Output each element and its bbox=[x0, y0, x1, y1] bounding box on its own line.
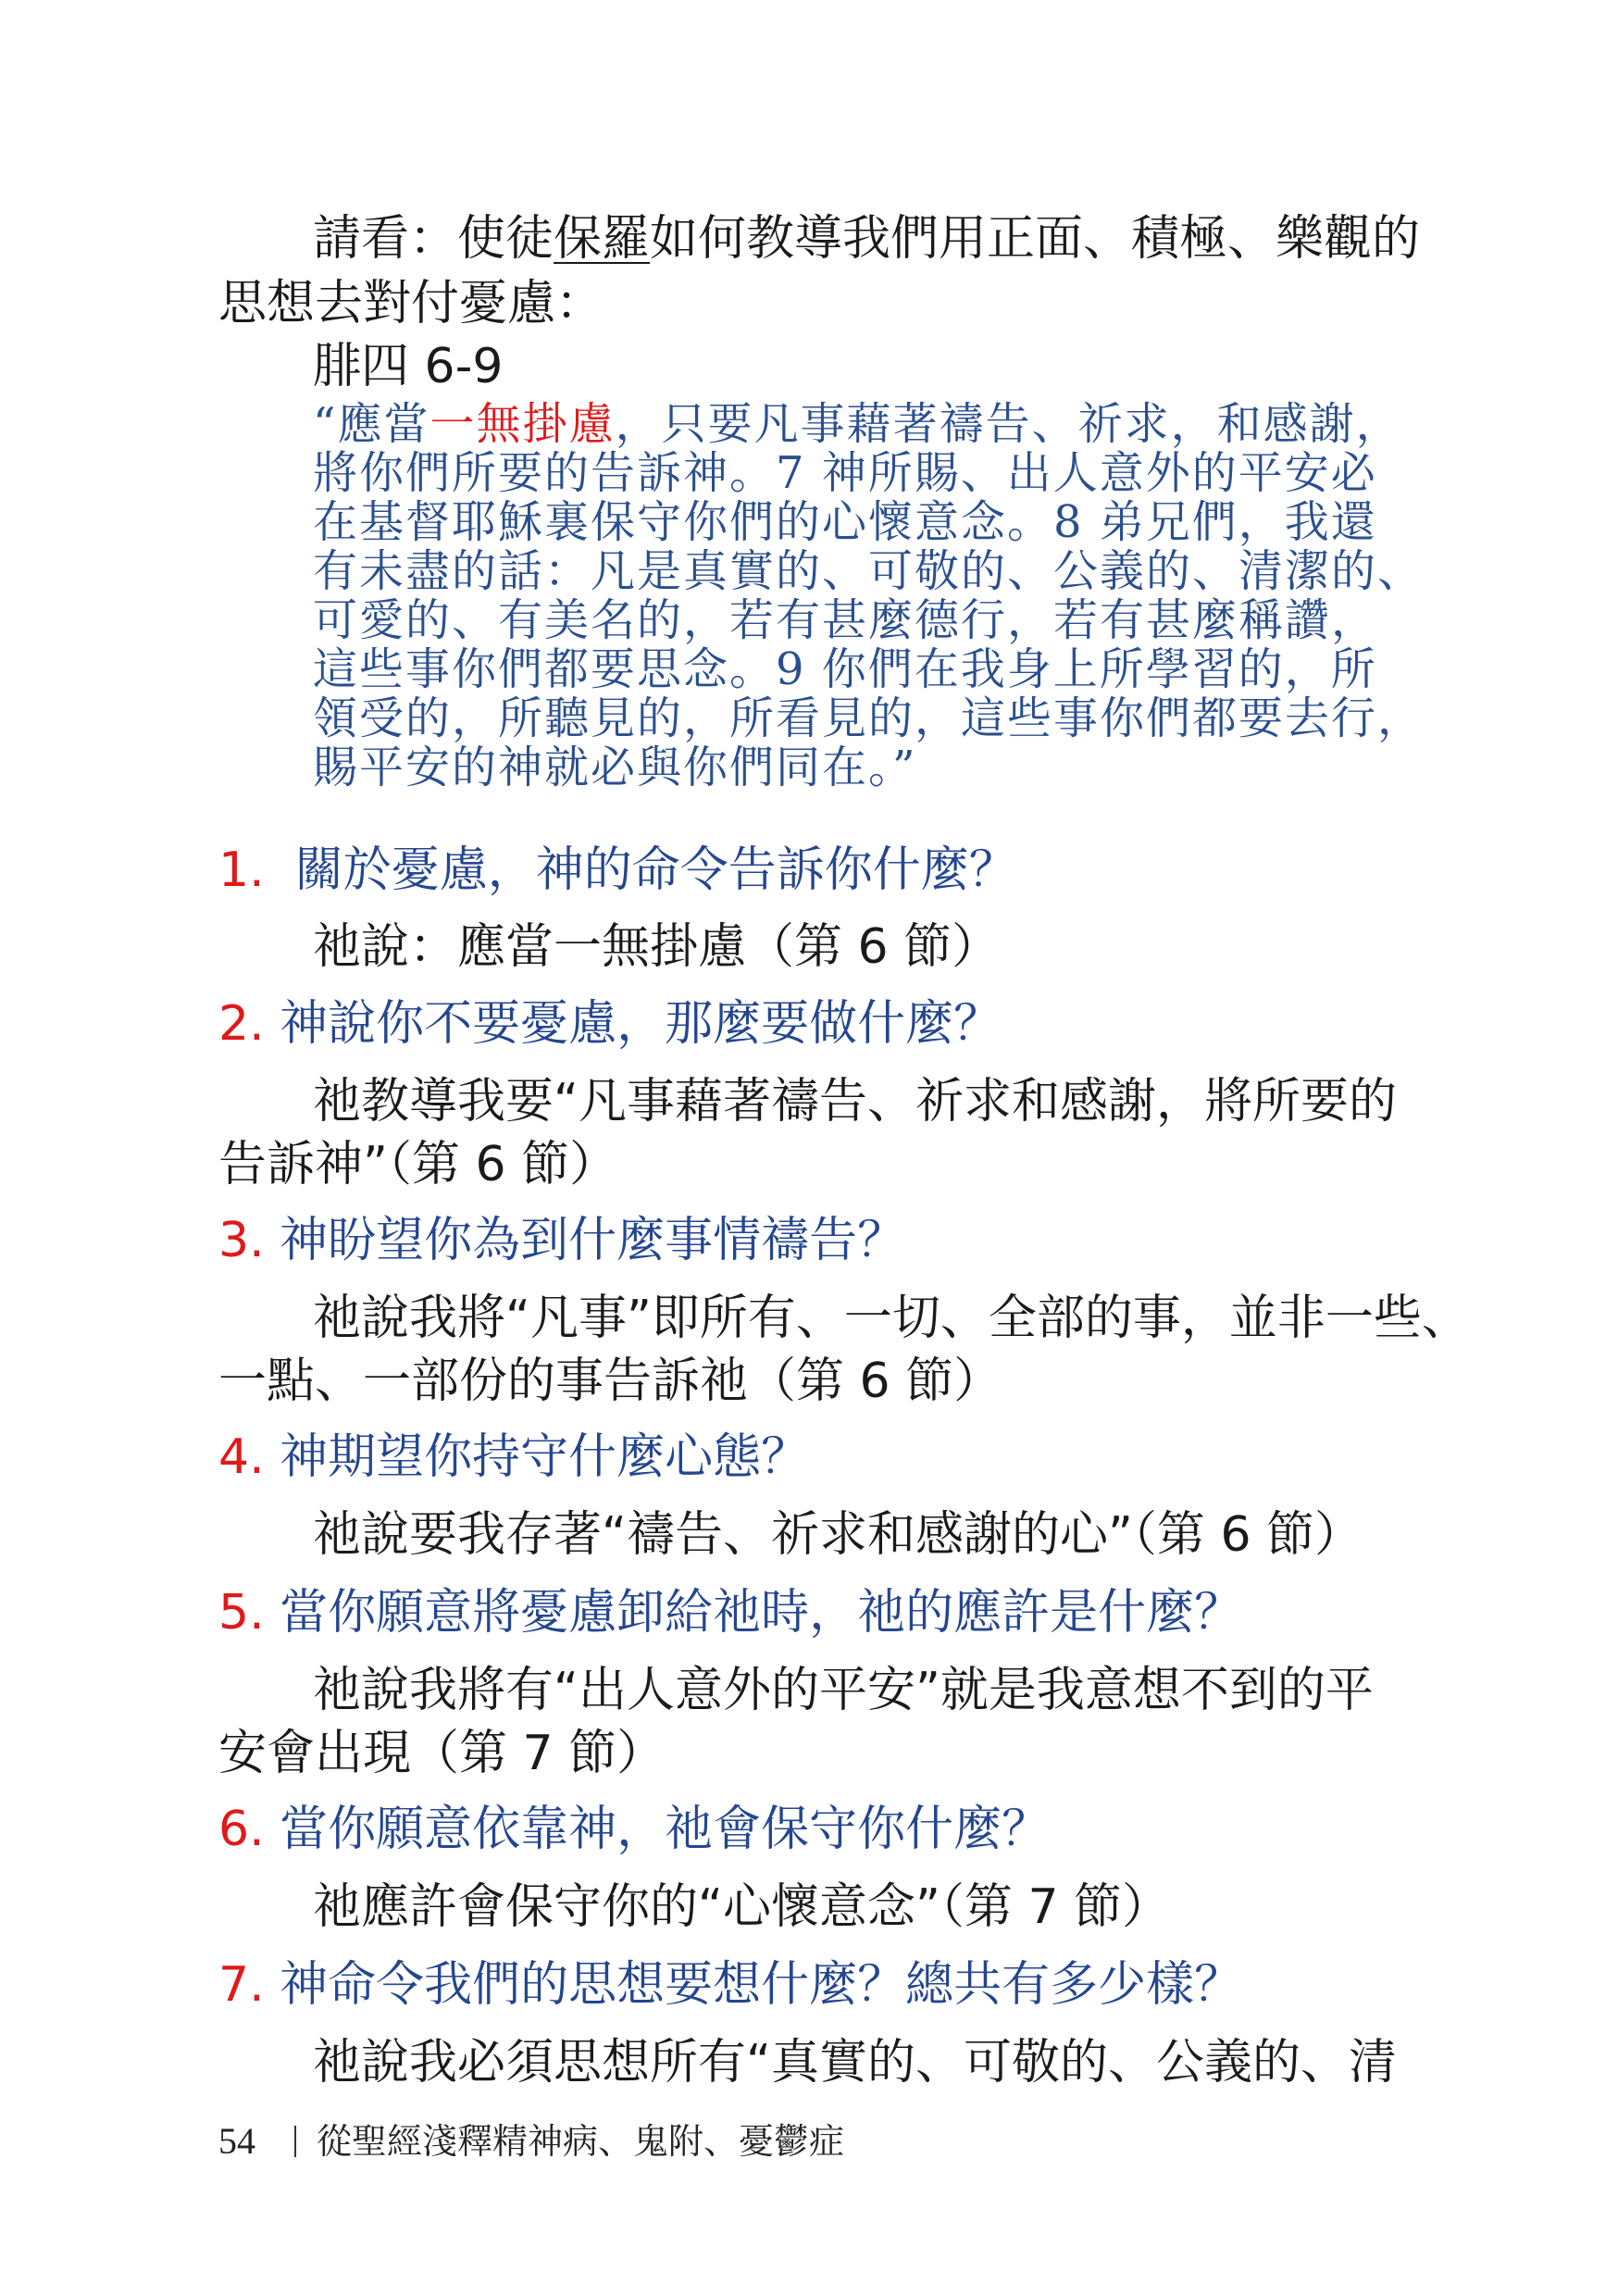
answer-text: 祂說我將“ bbox=[313, 1291, 530, 1346]
quote-line-7: 領受的，所聽見的，所看見的，這些事你們都要去行， bbox=[313, 693, 1425, 744]
answer-quote: 凡事藉著禱告、祈求和感謝，將所要的 bbox=[578, 1074, 1397, 1129]
question-text: 神說你不要憂慮，那麼要做什麼？ bbox=[280, 996, 1002, 1052]
question-5 bbox=[218, 1585, 1242, 1641]
answer-3-line-2: 一點、一部份的事告訴祂（第 6 節） bbox=[218, 1354, 1002, 1409]
footer-divider bbox=[294, 2126, 296, 2157]
question-number: 3. bbox=[218, 1213, 265, 1268]
page-number: 54 bbox=[218, 2120, 255, 2162]
question-text: 當你願意依靠神，祂會保守你什麼？ bbox=[280, 1802, 1051, 1857]
answer-2-line-1 bbox=[313, 1074, 1397, 1129]
scripture-reference: 腓四 6-9 bbox=[313, 339, 504, 394]
question-number: 1. bbox=[218, 842, 265, 898]
question-number: 5. bbox=[218, 1585, 265, 1641]
question-text: 關於憂慮，神的命令告訴你什麼？ bbox=[294, 842, 1017, 898]
question-1 bbox=[218, 842, 1017, 898]
quote-line-2: 將你們所要的告訴神。7 神所賜、出人意外的平安必 bbox=[313, 447, 1377, 499]
quote-line-8: 賜平安的神就必與你們同在。” bbox=[313, 742, 917, 793]
answer-3-line-1 bbox=[313, 1291, 1470, 1346]
answer-quote: 心懷意念 bbox=[722, 1879, 915, 1935]
answer-5-line-1 bbox=[313, 1663, 1374, 1718]
answer-text: 祂說我將有“ bbox=[313, 1663, 579, 1718]
question-2 bbox=[218, 996, 1002, 1052]
question-6 bbox=[218, 1802, 1050, 1857]
question-4 bbox=[218, 1429, 809, 1485]
intro-line-2: 思想去對付憂慮： bbox=[218, 276, 604, 331]
quote-text-cont: ，只要凡事藉著禱告、祈求，和感謝， bbox=[615, 398, 1402, 450]
answer-6 bbox=[313, 1879, 1170, 1935]
quote-text: “應當 bbox=[313, 398, 430, 450]
question-3 bbox=[218, 1213, 905, 1268]
question-number: 7. bbox=[218, 1957, 265, 2013]
page-footer bbox=[218, 2118, 844, 2165]
answer-2-line-2 bbox=[218, 1137, 617, 1192]
question-text: 神盼望你為到什麼事情禱告？ bbox=[280, 1213, 906, 1268]
question-number: 6. bbox=[218, 1802, 265, 1857]
intro-line-1 bbox=[313, 211, 1420, 267]
question-text: 神期望你持守什麼心態？ bbox=[280, 1429, 810, 1485]
quote-line-1 bbox=[313, 396, 1402, 452]
intro-text: 請看：使徒 bbox=[313, 211, 554, 267]
quote-line-5: 可愛的、有美名的，若有甚麼德行，若有甚麼稱讚， bbox=[313, 594, 1378, 646]
answer-quote: 凡事 bbox=[529, 1291, 627, 1346]
answer-text-cont: ”就是我意想不到的平 bbox=[915, 1663, 1374, 1718]
answer-ref: ”（第 6 節） bbox=[363, 1137, 618, 1192]
answer-text-cont: ”即所有、一切、全部的事，並非一些、 bbox=[626, 1291, 1470, 1346]
intro-text-cont: 如何教導我們用正面、積極、樂觀的 bbox=[650, 211, 1421, 267]
question-7 bbox=[218, 1957, 1242, 2013]
answer-5-line-2: 安會出現（第 7 節） bbox=[218, 1726, 666, 1781]
answer-ref: ”（第 7 節） bbox=[915, 1879, 1171, 1935]
answer-quote: 真實的、可敬的、公義的、清 bbox=[770, 2035, 1397, 2090]
answer-text: 祂說： bbox=[313, 919, 458, 975]
answer-ref: （第 6 節） bbox=[746, 919, 1001, 975]
highlight-no-worry: 一無掛慮 bbox=[429, 398, 616, 450]
question-number: 2. bbox=[218, 996, 265, 1052]
answer-text: 祂教導我要“ bbox=[313, 1074, 579, 1129]
answer-quote: 應當一無掛慮 bbox=[457, 919, 747, 975]
answer-quote: 出人意外的平安 bbox=[578, 1663, 915, 1718]
question-text: 當你願意將憂慮卸給祂時，祂的應許是什麼？ bbox=[280, 1585, 1243, 1641]
quote-line-3: 在基督耶穌裏保守你們的心懷意念。8 弟兄們，我還 bbox=[313, 496, 1377, 548]
answer-4 bbox=[313, 1507, 1363, 1563]
answer-text: 祂說要我存著“ bbox=[313, 1507, 627, 1563]
answer-1 bbox=[313, 919, 1000, 975]
answer-quote: 禱告、祈求和感謝的心 bbox=[626, 1507, 1108, 1563]
book-title: 從聖經淺釋精神病、鬼附、憂鬱症 bbox=[317, 2121, 845, 2162]
apostle-name: 保羅 bbox=[554, 211, 651, 267]
answer-7 bbox=[313, 2035, 1397, 2090]
quote-line-6: 這些事你們都要思念。9 你們在我身上所學習的，所 bbox=[313, 643, 1377, 695]
answer-text: 祂應許會保守你的“ bbox=[313, 1879, 723, 1935]
quote-line-4: 有未盡的話：凡是真實的、可敬的、公義的、清潔的、 bbox=[313, 545, 1425, 597]
question-number: 4. bbox=[218, 1429, 265, 1485]
answer-ref: ”（第 6 節） bbox=[1107, 1507, 1363, 1563]
question-text: 神命令我們的思想要想什麼？總共有多少樣？ bbox=[280, 1957, 1243, 2013]
answer-text: 祂說我必須思想所有“ bbox=[313, 2035, 771, 2090]
answer-quote: 告訴神 bbox=[218, 1137, 364, 1192]
